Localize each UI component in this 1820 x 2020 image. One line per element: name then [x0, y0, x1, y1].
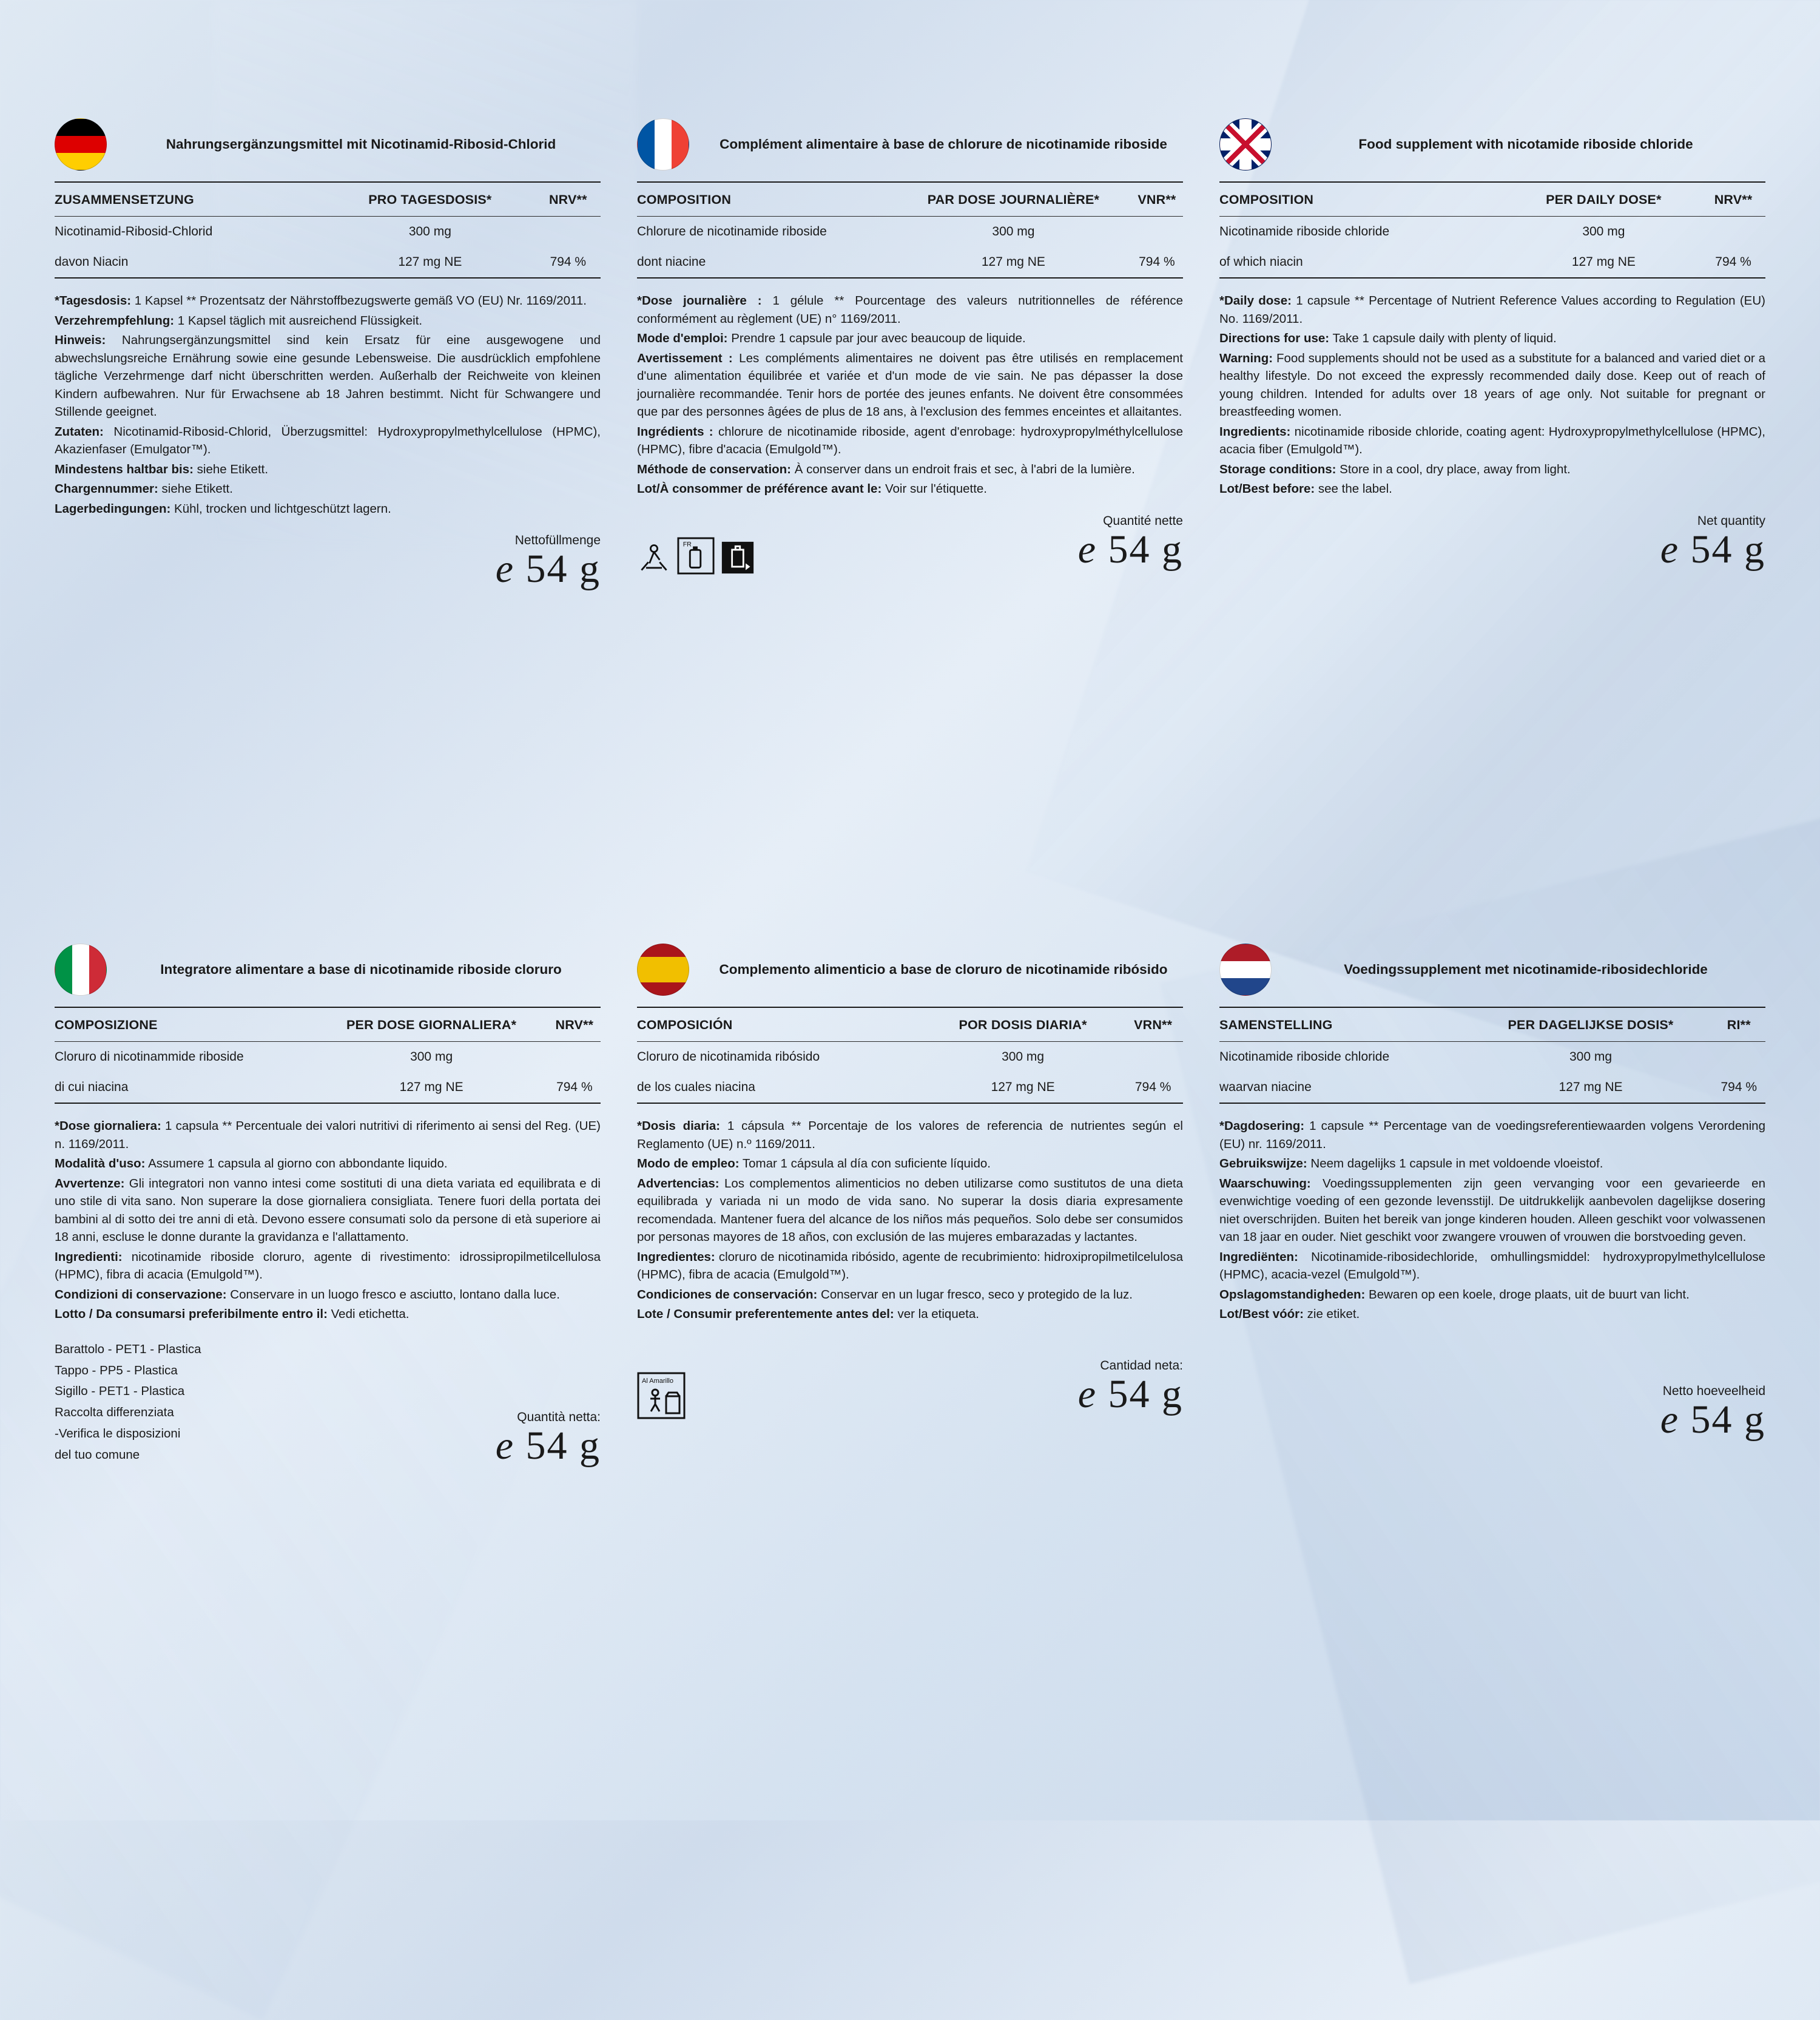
- recycling-icons-row: [637, 537, 755, 575]
- cell-name: Nicotinamide riboside chloride: [1219, 217, 1506, 248]
- cell-nrv: [536, 217, 601, 248]
- text-block: Lot/Best vóór: zie etiket.: [1219, 1307, 1360, 1322]
- recycling-line: Barattolo - PET1 - Plastica: [55, 1342, 201, 1356]
- net-quantity-value: e 54 g: [495, 1423, 601, 1468]
- table-header-row: [637, 183, 1183, 217]
- net-quantity-value: e 54 g: [1660, 1397, 1765, 1442]
- estimated-sign-icon: e: [1077, 527, 1097, 572]
- estimated-sign-icon: e: [1077, 1371, 1097, 1416]
- column-header-dose: POR DOSIS DIARIA*: [959, 1018, 1087, 1032]
- cell-nrv: [548, 1042, 601, 1073]
- text-block: Lot/À consommer de préférence avant le: Voir sur l'étiquette.: [637, 482, 987, 496]
- table-row: [637, 1042, 1183, 1073]
- panel-header: [55, 944, 601, 1007]
- net-quantity-label: Net quantity: [1697, 513, 1765, 528]
- estimated-sign-icon: e: [1660, 1397, 1679, 1442]
- table-row: [55, 1072, 601, 1103]
- cell-dose: 300 mg: [923, 1042, 1123, 1073]
- text-block: Warning: Food supplements should not be used as a substitute for a balanced and varied diet or a healthy lifestyle. Do not exceed the expressly recommended daily dose. Keep out of reach of young children. Intended for adults over 18 years of age only. Not suitable for pregnant or breastfeeding women.: [1219, 351, 1765, 419]
- table-header-row: [55, 183, 601, 217]
- text-block: Ingredienti: nicotinamide riboside cloruro, agente di rivestimento: idrossipropilmetilcellulosa (HPMC), fibra di acacia (Emulgold™).: [55, 1249, 601, 1282]
- cell-name: di cui niacina: [55, 1080, 129, 1094]
- text-block: Condizioni di conservazione: Conservare in un luogo fresco e asciutto, lontano dalla luce.: [55, 1287, 560, 1302]
- table-row: [637, 1072, 1183, 1103]
- panel-body-text: [1219, 292, 1765, 498]
- text-block: Opslagomstandigheden: Bewaren op een koele, droge plaats, uit de buurt van licht.: [1219, 1287, 1690, 1302]
- text-block: *Dose journalière : 1 gélule ** Pourcentage des valeurs nutritionnelles de référence conformément au règlement (UE) n° 1169/2011.: [637, 294, 1183, 326]
- icon-caption: Al Amarillo: [642, 1377, 673, 1385]
- panel-body-text: [637, 1117, 1183, 1323]
- net-quantity-value: e 54 g: [1660, 527, 1765, 572]
- panel-body-text: [637, 292, 1183, 498]
- column-header-dose: PRO TAGESDOSIS*: [368, 192, 492, 207]
- panel-title: Nahrungsergänzungsmittel mit Nicotinamid-Ribosid-Chlorid: [166, 137, 556, 152]
- column-header-composition: SAMENSTELLING: [1219, 1018, 1333, 1032]
- column-header-nrv: RI**: [1727, 1018, 1751, 1032]
- flag-netherlands-icon: [1219, 944, 1272, 996]
- column-header-dose: PER DAILY DOSE*: [1546, 192, 1662, 207]
- net-quantity-block: [637, 1359, 1183, 1417]
- cell-dose: 127 mg NE: [1559, 1080, 1623, 1094]
- estimated-sign-icon: e: [495, 547, 514, 592]
- net-quantity-block: [55, 1339, 601, 1466]
- text-block: Directions for use: Take 1 capsule daily with plenty of liquid.: [1219, 331, 1557, 346]
- composition-table: [1219, 1008, 1765, 1103]
- text-block: Lotto / Da consumarsi preferibilmente entro il: Vedi etichetta.: [55, 1307, 410, 1322]
- composition-table: [637, 183, 1183, 277]
- text-block: Avvertenze: Gli integratori non vanno intesi come sostituti di una dieta variata ed equilibrata e di uno stile di vita sano. Non superare la dose giornaliera consigliata. Tenere fuori della portata dei bambini al di sotto dei tre anni di età. Devono essere consumati solo da persone di età superiore ai 18 anni, escluse le donne durante la gravidanza e l'allattamento.: [55, 1176, 601, 1245]
- text-block: Lot/Best before: see the label.: [1219, 482, 1392, 496]
- column-header-nrv: NRV**: [548, 192, 587, 207]
- cell-dose: 300 mg: [325, 217, 536, 248]
- cell-nrv: [1713, 1042, 1765, 1073]
- composition-table: [637, 1008, 1183, 1103]
- column-header-composition: COMPOSITION: [1219, 192, 1314, 207]
- waste-bin-icon: [721, 541, 755, 575]
- cell-name: Cloruro de nicotinamida ribósido: [637, 1042, 923, 1073]
- cell-dose: 300 mg: [896, 217, 1131, 248]
- composition-table: [1219, 183, 1765, 277]
- text-block: Lagerbedingungen: Kühl, trocken und lichtgeschützt lagern.: [55, 501, 391, 516]
- divider: [637, 277, 1183, 279]
- text-block: Ingredientes: cloruro de nicotinamida ribósido, agente de recubrimiento: hidroxipropilmetilcelulosa (HPMC), fibra de acacia (Emulgold™).: [637, 1249, 1183, 1282]
- label-panel-english: [1219, 118, 1765, 572]
- cell-nrv: 794 %: [1134, 1080, 1171, 1094]
- panel-body-text: [1219, 1117, 1765, 1323]
- text-block: Mode d'emploi: Prendre 1 capsule par jour avec beaucoup de liquide.: [637, 331, 1026, 346]
- text-block: Waarschuwing: Voedingssupplementen zijn geen vervanging voor een gevarieerde en evenwichtige voeding of een gezonde levensstijl. De uitdrukkelijk aanbevolen dagelijkse dosering niet overschrijden. Buiten het bereik van jonge kinderen houden. Alleen geschikt voor volwassenen van 18 jaar en ouder. Niet geschikt voor zwangere vrouwen of vrouwen die borstvoeding geven.: [1219, 1176, 1765, 1245]
- text-block: Ingredients: nicotinamide riboside chloride, coating agent: Hydroxypropylmethylcellulose (HPMC), acacia fiber (Emulgold™).: [1219, 424, 1765, 457]
- cell-dose: 300 mg: [1469, 1042, 1712, 1073]
- cell-name: de los cuales niacina: [637, 1080, 755, 1094]
- cell-nrv: [1123, 1042, 1183, 1073]
- net-quantity-label: Cantidad neta:: [1100, 1358, 1183, 1373]
- table-row: [1219, 1042, 1765, 1073]
- cell-nrv: 794 %: [550, 255, 587, 269]
- text-block: *Daily dose: 1 capsule ** Percentage of Nutrient Reference Values according to Regulation (EU) No. 1169/2011.: [1219, 294, 1765, 326]
- net-quantity-block: [1219, 1384, 1765, 1442]
- panel-body-text: [55, 1117, 601, 1323]
- cell-dose: 127 mg NE: [981, 255, 1045, 269]
- flag-italy-icon: [55, 944, 107, 996]
- cell-nrv: 794 %: [1721, 1080, 1758, 1094]
- net-quantity-value: e 54 g: [1077, 527, 1183, 572]
- panel-header: [637, 118, 1183, 181]
- divider: [1219, 1103, 1765, 1104]
- column-header-dose: PER DAGELIJKSE DOSIS*: [1508, 1018, 1674, 1032]
- column-header-composition: COMPOSIZIONE: [55, 1018, 158, 1032]
- composition-table: [55, 183, 601, 277]
- text-block: Ingrédients : chlorure de nicotinamide riboside, agent d'enrobage: hydroxypropylméthylcellulose (HPMC), fibre d'acacia (Emulgold™).: [637, 424, 1183, 457]
- table-header-row: [1219, 183, 1765, 217]
- table-row: [637, 217, 1183, 248]
- table-row: [55, 247, 601, 277]
- text-block: Storage conditions: Store in a cool, dry place, away from light.: [1219, 462, 1571, 476]
- panel-title: Complément alimentaire à base de chlorure de nicotinamide riboside: [720, 137, 1167, 152]
- net-quantity-label: Quantité nette: [1103, 513, 1183, 528]
- text-block: Méthode de conservation: À conserver dans un endroit frais et sec, à l'abri de la lumière.: [637, 462, 1135, 476]
- svg-text:FR: FR: [682, 541, 692, 549]
- text-block: Lote / Consumir preferentemente antes del: ver la etiqueta.: [637, 1307, 979, 1322]
- cell-name: Nicotinamid-Ribosid-Chlorid: [55, 217, 325, 248]
- cell-dose: 300 mg: [1506, 217, 1702, 248]
- cell-dose: 127 mg NE: [398, 255, 462, 269]
- recycling-icons-row: [637, 1372, 686, 1419]
- panel-title: Voedingssupplement met nicotinamide-ribosidechloride: [1344, 962, 1708, 978]
- cell-name: dont niacine: [637, 255, 706, 269]
- recycling-line: del tuo comune: [55, 1447, 140, 1462]
- label-panel-italian: [55, 944, 601, 1466]
- text-block: *Dagdosering: 1 capsule ** Percentage van de voedingsreferentiewaarden volgens Verordening (EU) nr. 1169/2011.: [1219, 1119, 1765, 1151]
- column-header-nrv: VRN**: [1134, 1018, 1173, 1032]
- text-block: Hinweis: Nahrungsergänzungsmittel sind kein Ersatz für eine ausgewogene und abwechslungsreiche Ernährung sowie eine gesunde Lebensweise. Die ausdrücklich empfohlene tägliche Verzehrmenge darf nicht überschritten werden. Außerhalb der Reichweite von kleinen Kindern aufbewahren. Nur für Erwachsene ab 18 Jahren bestimmt. Nicht für Schwangere und Stillende geeignet.: [55, 333, 601, 419]
- recycling-line: Tappo - PP5 - Plastica: [55, 1363, 178, 1377]
- flag-germany-icon: [55, 118, 107, 171]
- column-header-composition: COMPOSICIÓN: [637, 1018, 733, 1032]
- text-block: Avertissement : Les compléments alimentaires ne doivent pas être utilisés en remplacement d'une alimentation équilibrée et variée et d'un mode de vie sain. Ne pas dépasser la dose journalière recommandée. Tenir hors de portée des jeunes enfants. Ne doivent être consommées que par des personnes âgées de plus de 18 ans, à l'exclusion des femmes enceintes et allaitantes.: [637, 351, 1183, 419]
- cell-name: waarvan niacine: [1219, 1080, 1312, 1094]
- net-quantity-value: e 54 g: [495, 547, 601, 592]
- table-row: [55, 217, 601, 248]
- net-quantity-block: [1219, 514, 1765, 572]
- label-panel-dutch: [1219, 944, 1765, 1442]
- text-block: Modo de empleo: Tomar 1 cápsula al día con suficiente líquido.: [637, 1157, 991, 1171]
- recycling-line: -Verifica le disposizioni: [55, 1427, 181, 1441]
- net-quantity-block: [55, 533, 601, 592]
- recycling-line: Raccolta differenziata: [55, 1405, 174, 1420]
- cell-name: of which niacin: [1219, 255, 1303, 269]
- column-header-nrv: VNR**: [1138, 192, 1176, 207]
- cell-name: Chlorure de nicotinamide riboside: [637, 217, 896, 248]
- table-header-row: [1219, 1008, 1765, 1042]
- divider: [55, 1103, 601, 1104]
- panel-title: Complemento alimenticio a base de cloruro de nicotinamide ribósido: [719, 962, 1168, 978]
- triman-recycle-icon: [637, 541, 671, 575]
- recycling-line: Sigillo - PET1 - Plastica: [55, 1384, 185, 1399]
- table-row: [55, 1042, 601, 1073]
- table-header-row: [637, 1008, 1183, 1042]
- text-block: Mindestens haltbar bis: siehe Etikett.: [55, 462, 269, 476]
- text-block: Advertencias: Los complementos alimenticios no deben utilizarse como sustitutos de una dieta equilibrada y variada ni un modo de vida sano. No superar la dosis diaria expresamente recomendada. Mantener fuera del alcance de los niños más pequeños. Solo debe ser consumidos por personas mayores de 18 años, con exclusión de las mujeres embarazadas y lactantes.: [637, 1176, 1183, 1245]
- panel-header: [1219, 118, 1765, 181]
- label-panel-german: [55, 118, 601, 592]
- label-panel-french: [637, 118, 1183, 572]
- cell-nrv: 794 %: [1715, 255, 1751, 269]
- panel-title: Food supplement with nicotamide riboside chloride: [1358, 137, 1693, 152]
- composition-table: [55, 1008, 601, 1103]
- text-block: Gebruikswijze: Neem dagelijks 1 capsule in met voldoende vloeistof.: [1219, 1157, 1603, 1171]
- text-block: Verzehrempfehlung: 1 Kapsel täglich mit ausreichend Flüssigkeit.: [55, 313, 423, 328]
- column-header-composition: ZUSAMMENSETZUNG: [55, 192, 194, 207]
- cell-name: davon Niacin: [55, 255, 129, 269]
- panel-body-text: [55, 292, 601, 518]
- text-block: Condiciones de conservación: Conservar en un lugar fresco, seco y protegido de la luz.: [637, 1287, 1133, 1302]
- estimated-sign-icon: e: [1660, 527, 1679, 572]
- estimated-sign-icon: e: [495, 1423, 514, 1468]
- cell-nrv: 794 %: [556, 1080, 593, 1094]
- flag-france-icon: [637, 118, 689, 171]
- text-block: Chargennummer: siehe Etikett.: [55, 482, 233, 496]
- cell-nrv: 794 %: [1139, 255, 1175, 269]
- divider: [55, 277, 601, 279]
- net-quantity-block: [637, 514, 1183, 572]
- cell-name: Nicotinamide riboside chloride: [1219, 1042, 1469, 1073]
- panel-header: [1219, 944, 1765, 1007]
- label-panel-spanish: [637, 944, 1183, 1417]
- text-block: Ingrediënten: Nicotinamide-ribosidechloride, omhullingsmiddel: hydroxypropylmethylcellulose (HPMC), acacia-vezel (Emulgold™).: [1219, 1249, 1765, 1282]
- net-quantity-label: Netto hoeveelheid: [1662, 1383, 1765, 1398]
- text-block: *Tagesdosis: 1 Kapsel ** Prozentsatz der Nährstoffbezugswerte gemäß VO (EU) Nr. 1169/2011.: [55, 294, 587, 308]
- text-block: *Dosis diaria: 1 cápsula ** Porcentaje de los valores de referencia de nutrientes según el Reglamento (UE) n.º 1169/2011.: [637, 1119, 1183, 1151]
- cell-nrv: [1701, 217, 1765, 248]
- table-row: [1219, 1072, 1765, 1103]
- net-quantity-value: e 54 g: [1077, 1371, 1183, 1416]
- column-header-dose: PAR DOSE JOURNALIÈRE*: [927, 192, 1100, 207]
- text-block: *Dose giornaliera: 1 capsula ** Percentuale dei valori nutritivi di riferimento ai sensi del Reg. (UE) n. 1169/2011.: [55, 1119, 601, 1151]
- al-amarillo-bin-icon: [637, 1372, 686, 1419]
- cell-dose: 127 mg NE: [1571, 255, 1636, 269]
- cell-nrv: [1131, 217, 1183, 248]
- panel-header: [55, 118, 601, 181]
- table-row: [637, 247, 1183, 277]
- table-row: [1219, 247, 1765, 277]
- net-quantity-label: Quantità netta:: [517, 1410, 601, 1424]
- cell-name: Cloruro di nicotinammide riboside: [55, 1042, 315, 1073]
- fr-packaging-sorting-icon: [677, 537, 715, 575]
- cell-dose: 127 mg NE: [399, 1080, 463, 1094]
- cell-dose: 300 mg: [315, 1042, 548, 1073]
- column-header-composition: COMPOSITION: [637, 192, 732, 207]
- divider: [637, 1103, 1183, 1104]
- text-block: Modalità d'uso: Assumere 1 capsula al giorno con abbondante liquido.: [55, 1157, 448, 1171]
- net-quantity-label: Nettofüllmenge: [514, 533, 601, 548]
- table-header-row: [55, 1008, 601, 1042]
- flag-spain-icon: [637, 944, 689, 996]
- table-row: [1219, 217, 1765, 248]
- text-block: Zutaten: Nicotinamid-Ribosid-Chlorid, Überzugsmittel: Hydroxypropylmethylcellulose (HPMC), Akazienfaser (Emulgator™).: [55, 424, 601, 457]
- column-header-nrv: NRV**: [1714, 192, 1753, 207]
- cell-dose: 127 mg NE: [991, 1080, 1055, 1094]
- flag-uk-icon: [1219, 118, 1272, 171]
- recycling-instructions: [55, 1339, 201, 1466]
- column-header-dose: PER DOSE GIORNALIERA*: [346, 1018, 517, 1032]
- divider: [1219, 277, 1765, 279]
- column-header-nrv: NRV**: [555, 1018, 594, 1032]
- panel-header: [637, 944, 1183, 1007]
- panel-title: Integratore alimentare a base di nicotinamide riboside cloruro: [160, 962, 562, 978]
